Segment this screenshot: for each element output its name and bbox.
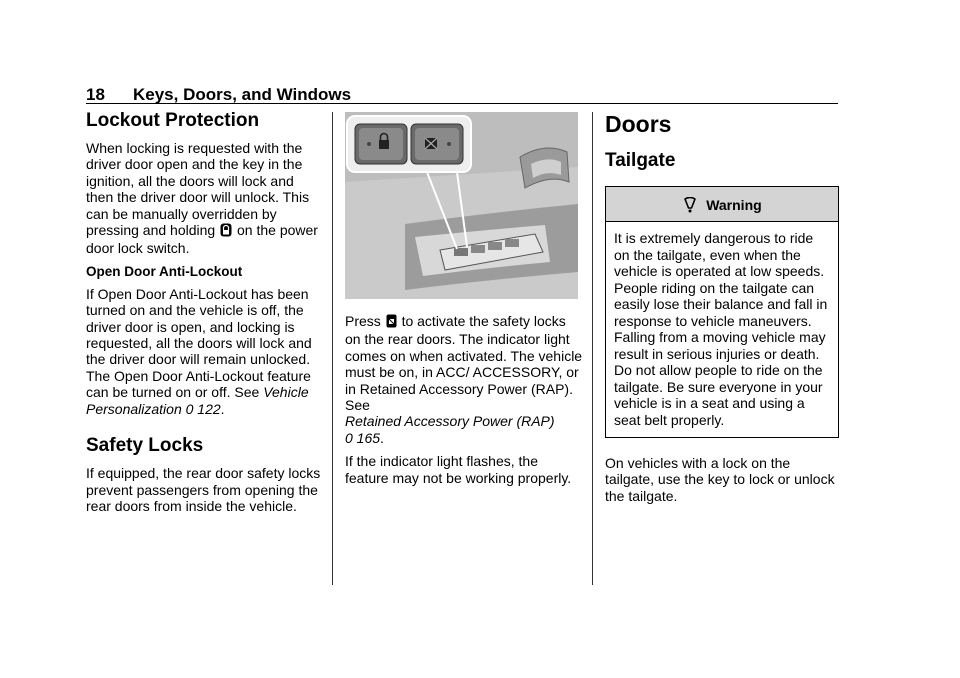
tailgate-heading: Tailgate [605, 150, 676, 171]
safety-locks-paragraph: If equipped, the rear door safety locks prevent passengers from opening the rear doors from inside the vehicle. [86, 465, 321, 514]
safety-lock-paragraph: Press to activate the safety locks on the rear doors. The indicator light comes on when activated. The vehicle must be on, in ACC/ ACCESSORY, or in Retained Accessory Power (RAP). See Retained Accessory Power (RAP) 0 165. [345, 313, 583, 446]
lockout-protection-heading: Lockout Protection [86, 110, 260, 131]
rap-link[interactable]: Retained Accessory Power (RAP) [345, 413, 555, 430]
column-divider [332, 112, 333, 585]
door-panel-illustration [345, 112, 578, 299]
warning-header: Warning [606, 187, 838, 222]
warning-body [606, 222, 838, 437]
section-title: Keys, Doors, and Windows [133, 85, 352, 104]
page-number: 18 [86, 85, 105, 104]
column-divider [592, 112, 593, 585]
safety-locks-heading: Safety Locks [86, 435, 204, 457]
header-rule [86, 103, 838, 104]
indicator-flash-paragraph: If the indicator light flashes, the feature may not be working properly. [345, 453, 572, 486]
lockout-paragraph: When locking is requested with the driver door open and the key in the ignition, all the doors will lock and then the driver door will unlock. This can be manually overridden by pressing and holding on the power door lock switch. [86, 140, 318, 257]
column-middle [345, 108, 583, 493]
tailgate-paragraph: On vehicles with a lock on the tailgate, use the key to lock or unlock the tailgate. [605, 455, 835, 504]
lock-icon [220, 223, 232, 240]
column-left [86, 108, 322, 521]
doors-heading: Doors [605, 111, 672, 137]
warning-icon [682, 197, 698, 216]
column-right [605, 108, 839, 511]
anti-lockout-paragraph: If Open Door Anti-Lockout has been turned on and the vehicle is off, the driver door is open, and locking is requested, all the doors will lock and the driver door will remain unlocked. The Open Door Anti-Lockout feature can be turned on or off. See Vehicle Personalization 0 122. [86, 285, 312, 417]
open-door-anti-lockout-heading: Open Door Anti-Lockout [86, 263, 243, 279]
page-reference[interactable]: 0 122 [185, 400, 221, 417]
warning-text: It is extremely dangerous to ride on the tailgate, even when the vehicle is operated at low speeds. People riding on the tailgate can easily lose their balance and fall in response to vehicle maneuvers. Falling from a moving vehicle may result in serious injuries or death. Do not allow people to ride on the tailgate. Be sure everyone in your vehicle is in a seat and using a seat belt properly. [614, 230, 828, 428]
child-safety-lock-icon [386, 314, 397, 331]
warning-box [605, 186, 839, 438]
page-reference[interactable]: 0 165 [345, 429, 381, 446]
vehicle-personalization-link[interactable]: Vehicle Personalization [86, 384, 309, 417]
